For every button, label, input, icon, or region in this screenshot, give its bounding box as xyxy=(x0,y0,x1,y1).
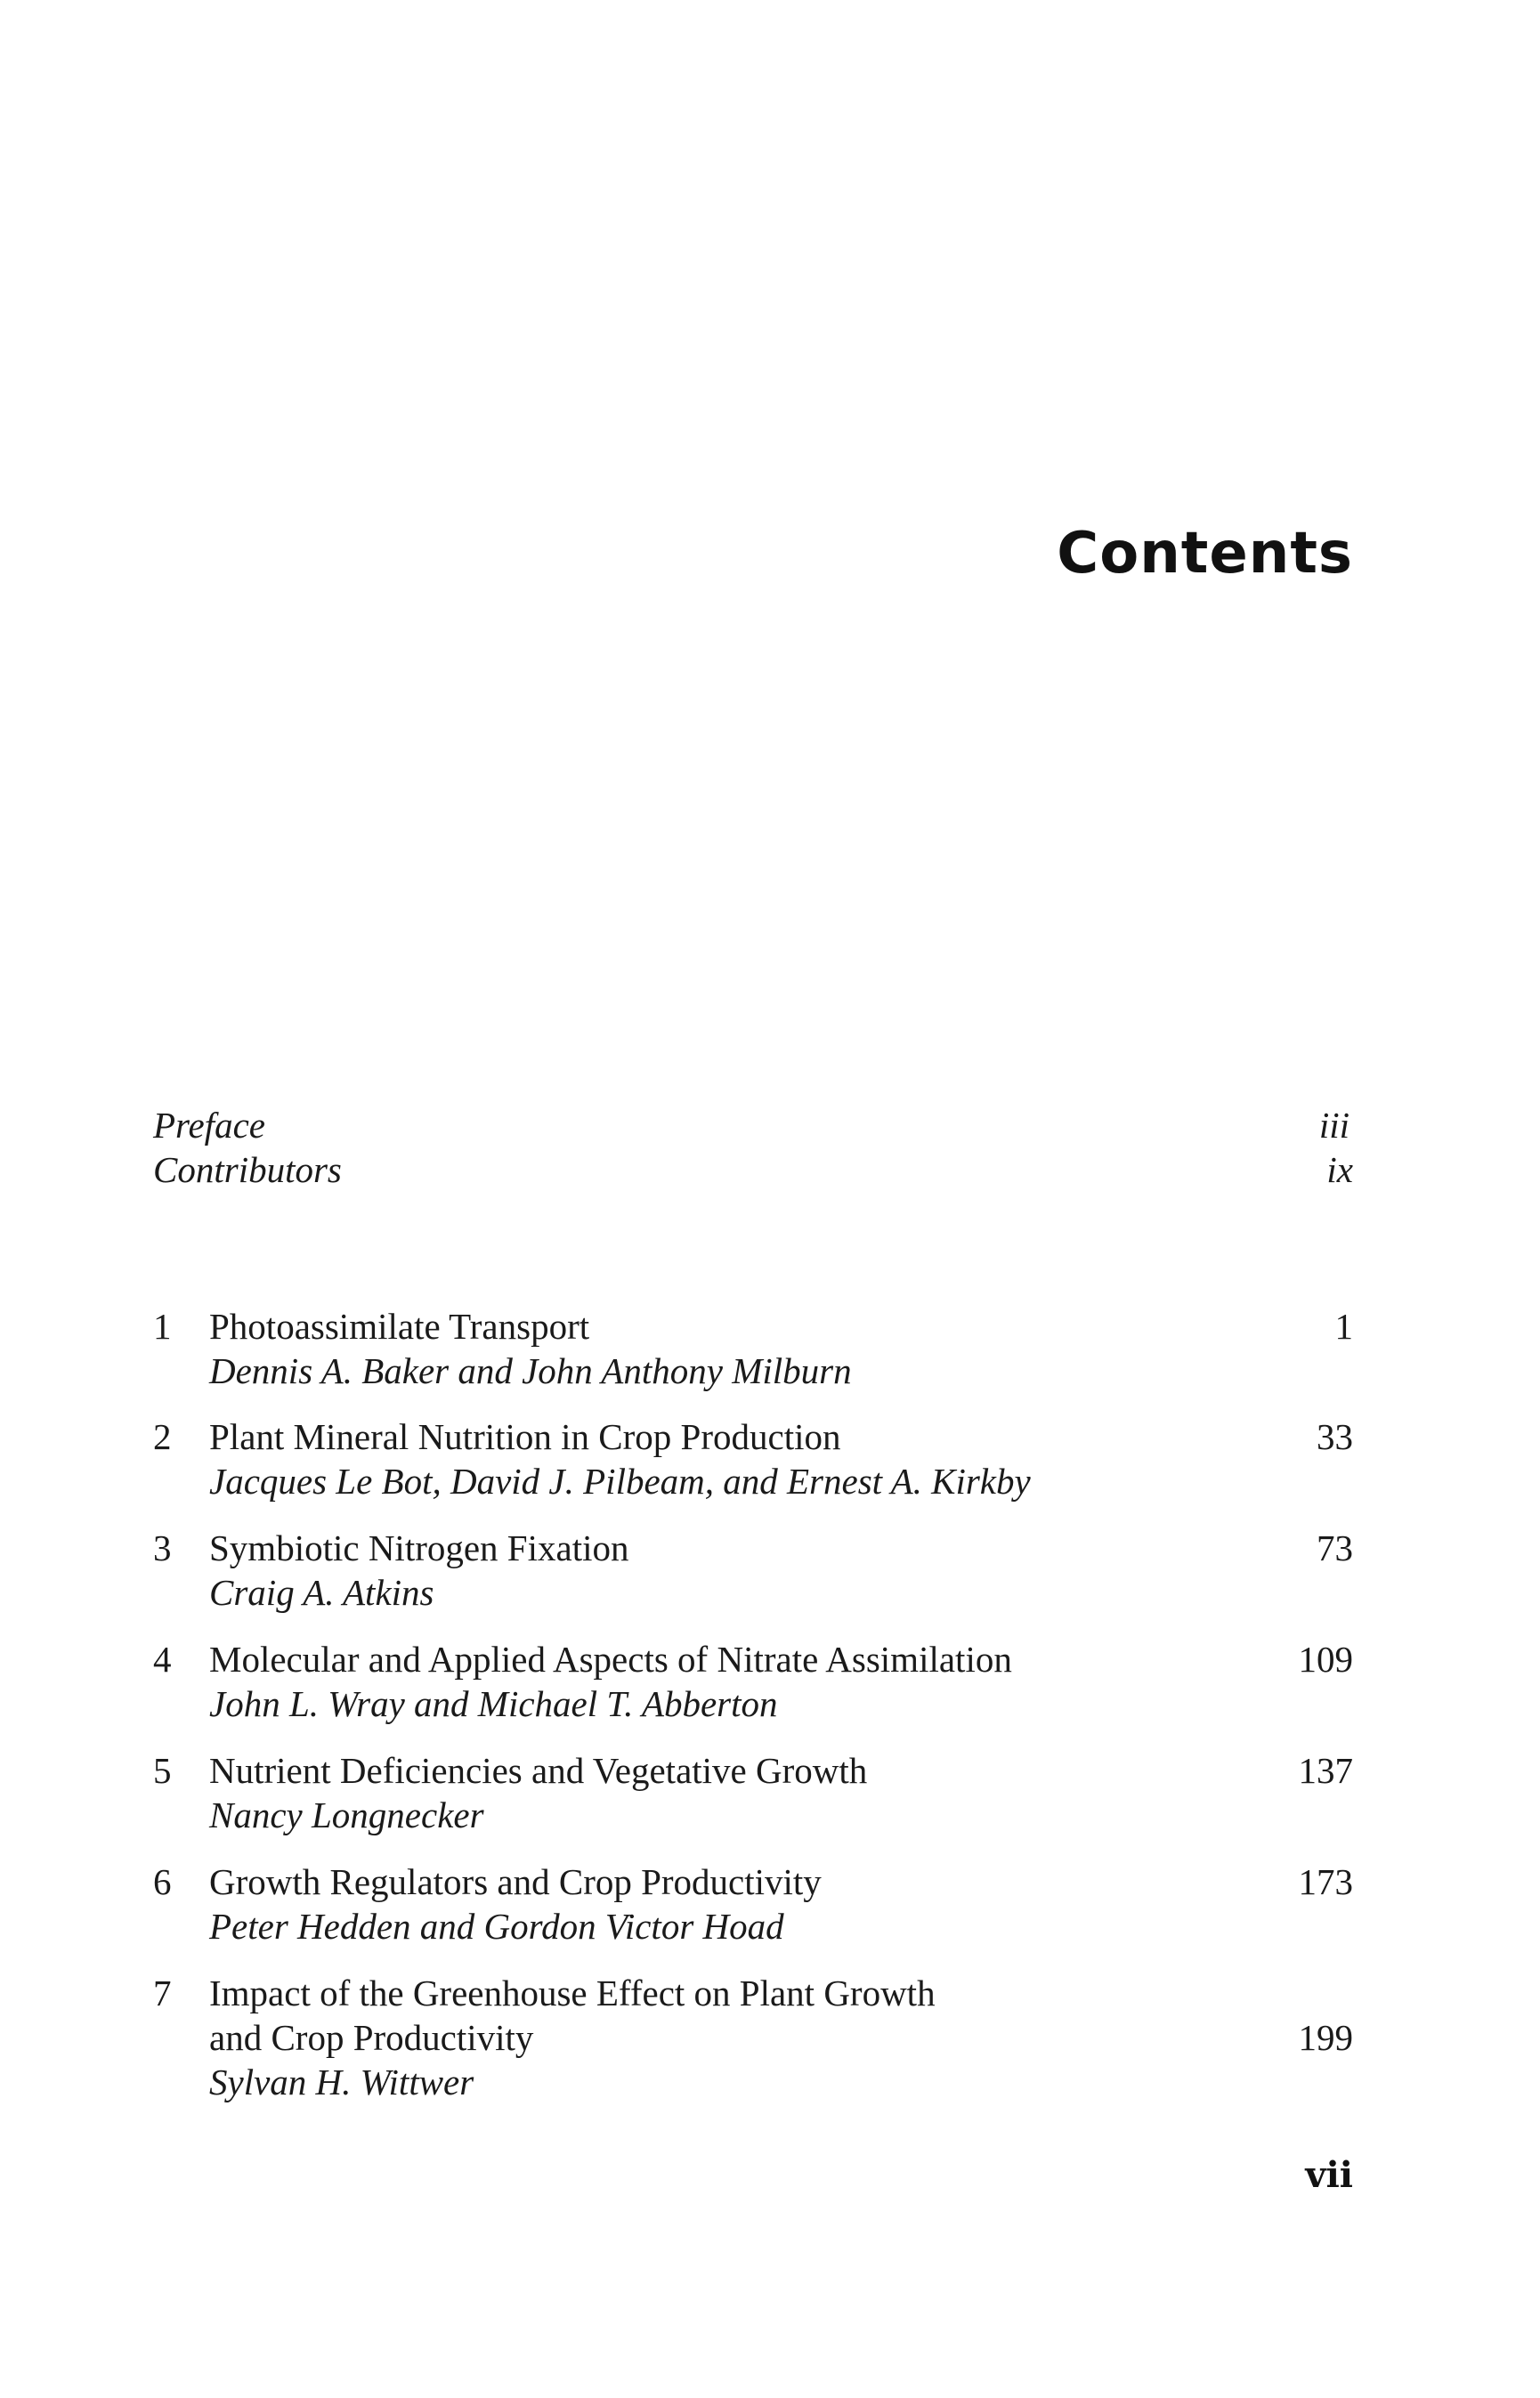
toc-page-number: iii xyxy=(1318,1105,1350,1146)
chapter-number: 4 xyxy=(153,1639,172,1680)
chapter-number: 2 xyxy=(153,1416,172,1457)
toc-frontmatter-preface[interactable] xyxy=(153,1104,1353,1150)
chapter-title-line-2: and Crop Productivity xyxy=(209,2017,534,2058)
chapter-authors: Nancy Longnecker xyxy=(209,1794,484,1835)
chapter-page-number: 1 xyxy=(1334,1306,1353,1347)
toc-chapter-2[interactable] xyxy=(153,1414,1353,1503)
chapter-title: Symbiotic Nitrogen Fixation xyxy=(209,1527,629,1568)
toc-chapter-1[interactable] xyxy=(153,1304,1353,1393)
chapter-page-number: 173 xyxy=(1298,1861,1353,1902)
chapter-number: 5 xyxy=(153,1750,172,1791)
toc-chapter-7[interactable] xyxy=(153,1971,1353,2104)
toc-chapter-3[interactable] xyxy=(153,1526,1353,1615)
chapter-number: 3 xyxy=(153,1527,172,1568)
chapter-title-line-1: Impact of the Greenhouse Effect on Plant Growth xyxy=(209,1973,936,2013)
chapter-title: Nutrient Deficiencies and Vegetative Growth xyxy=(209,1750,868,1791)
chapter-page-number: 137 xyxy=(1298,1750,1353,1791)
toc-chapter-4[interactable] xyxy=(153,1637,1353,1726)
chapter-authors: Peter Hedden and Gordon Victor Hoad xyxy=(209,1906,784,1947)
chapter-number: 7 xyxy=(153,1973,172,2013)
chapter-authors: John L. Wray and Michael T. Abberton xyxy=(209,1683,778,1724)
chapter-page-number: 199 xyxy=(1298,2017,1353,2058)
chapter-authors: Craig A. Atkins xyxy=(209,1572,434,1613)
chapter-number: 6 xyxy=(153,1861,172,1902)
toc-page-number: ix xyxy=(1326,1149,1353,1190)
toc-label: Contributors xyxy=(153,1149,342,1190)
chapter-title: Molecular and Applied Aspects of Nitrate Assimilation xyxy=(209,1639,1012,1680)
toc-chapter-6[interactable] xyxy=(153,1859,1353,1948)
toc-frontmatter-contributors[interactable] xyxy=(153,1148,1353,1195)
chapter-page-number: 33 xyxy=(1317,1416,1353,1457)
chapter-title: Plant Mineral Nutrition in Crop Production xyxy=(209,1416,841,1457)
page-title: Contents xyxy=(1057,521,1353,587)
chapter-number: 1 xyxy=(153,1306,172,1347)
chapter-authors: Dennis A. Baker and John Anthony Milburn xyxy=(209,1350,852,1391)
chapter-title: Growth Regulators and Crop Productivity xyxy=(209,1861,822,1902)
chapter-authors: Sylvan H. Wittwer xyxy=(209,2062,474,2102)
chapter-authors: Jacques Le Bot, David J. Pilbeam, and Ernest A. Kirkby xyxy=(209,1461,1031,1502)
page-folio: vii xyxy=(1305,2154,1353,2196)
chapter-page-number: 109 xyxy=(1298,1639,1353,1680)
chapter-page-number: 73 xyxy=(1317,1527,1353,1568)
toc-chapter-5[interactable] xyxy=(153,1748,1353,1837)
toc-label: Preface xyxy=(153,1105,265,1146)
chapter-title: Photoassimilate Transport xyxy=(209,1306,590,1347)
